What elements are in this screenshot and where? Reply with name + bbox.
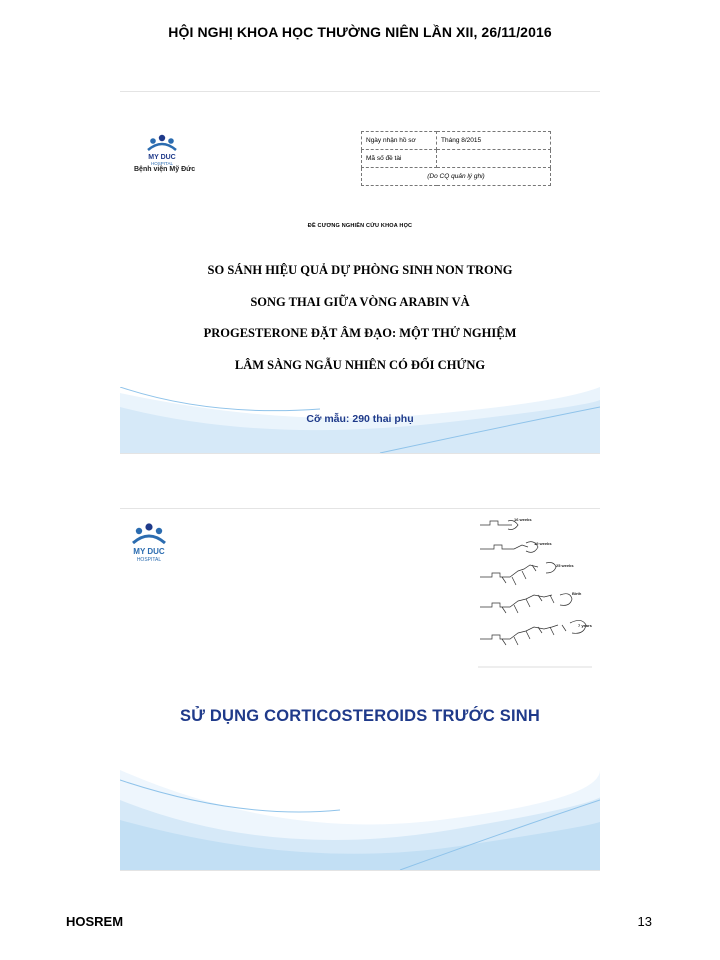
table-row — [362, 168, 551, 186]
figure-label: 16 weeks — [514, 517, 532, 522]
hospital-logo-icon — [134, 132, 190, 166]
title-line: SO SÁNH HIỆU QUẢ DỰ PHÒNG SINH NON TRONG — [207, 263, 513, 277]
logo-text: MY DUC — [148, 154, 176, 161]
slide-protocol — [120, 91, 600, 454]
table-note: (Do CQ quản lý ghi) — [362, 168, 551, 186]
table-cell-value: Tháng 8/2015 — [437, 132, 551, 150]
sample-size-label: Cỡ mẫu: — [306, 413, 350, 425]
figure-label: 19 weeks — [534, 541, 552, 546]
title-line: PROGESTERONE ĐẶT ÂM ĐẠO: MỘT THỬ NGHIỆM — [203, 326, 517, 340]
hospital-logo — [124, 521, 174, 565]
table-cell-label: Mã số đề tài — [362, 150, 437, 168]
slide-corticosteroids — [120, 508, 600, 871]
page-header: HỘI NGHỊ KHOA HỌC THƯỜNG NIÊN LẦN XII, 26/11/2016 — [168, 24, 552, 40]
protocol-label: ĐỀ CƯƠNG NGHIÊN CỨU KHOA HỌC — [307, 223, 413, 229]
table-cell-label: Ngày nhận hồ sơ — [362, 132, 437, 150]
hospital-name: Bệnh viện Mỹ Đức — [134, 166, 196, 173]
table-row — [362, 132, 551, 150]
sample-size — [120, 413, 600, 425]
study-title — [120, 262, 600, 388]
figure-label: 25 weeks — [556, 563, 574, 568]
decorative-wave — [120, 750, 600, 870]
table-cell-value — [437, 150, 551, 168]
page-number: 13 — [637, 914, 652, 929]
figure-label: Birth — [572, 591, 582, 596]
title-line: LÂM SÀNG NGẪU NHIÊN CÓ ĐỐI CHỨNG — [234, 357, 486, 372]
logo-subtext: HOSPITAL — [151, 161, 173, 166]
figure-label: 7 years — [578, 623, 592, 628]
slide-title: SỬ DỤNG CORTICOSTEROIDS TRƯỚC SINH — [180, 707, 540, 725]
hospital-logo-icon — [124, 521, 174, 565]
footer-organization: HOSREM — [66, 914, 124, 929]
sample-size-value: 290 thai phụ — [352, 413, 414, 425]
registration-table — [361, 131, 551, 186]
lung-development-figure — [474, 515, 598, 675]
hospital-logo — [134, 132, 195, 173]
logo-text: MY DUC — [133, 547, 165, 556]
table-row — [362, 150, 551, 168]
title-line: SONG THAI GIỮA VÒNG ARABIN VÀ — [250, 294, 470, 309]
logo-subtext: HOSPITAL — [136, 557, 162, 563]
